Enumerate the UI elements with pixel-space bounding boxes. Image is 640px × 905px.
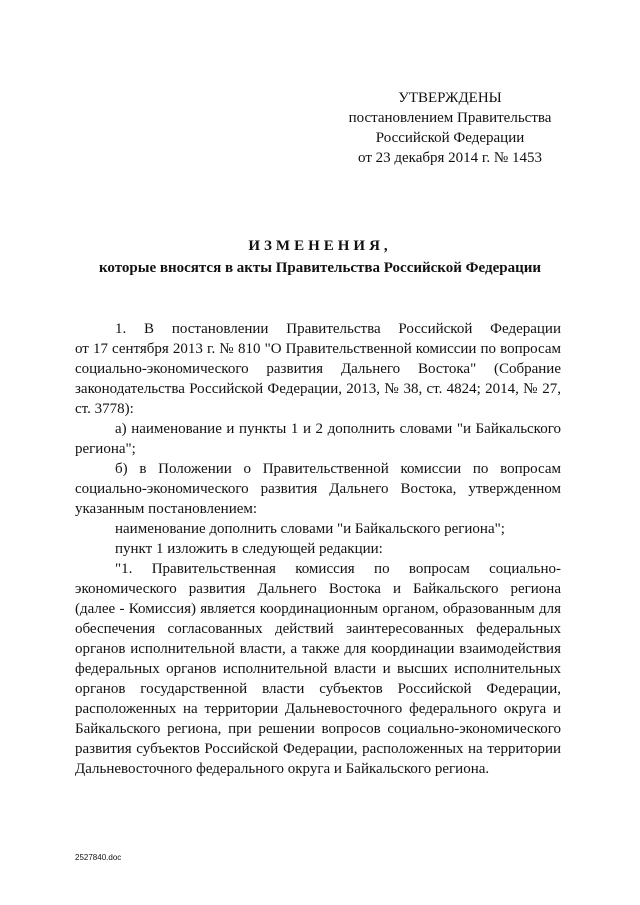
body-line: "1. Правительственная комиссия по вопросам социально-	[115, 561, 561, 577]
body-line: Дальневосточного федерального округа и Байкальского региона.	[75, 761, 490, 777]
body-line: от 17 сентября 2013 г. № 810 "О Правительственной комиссии по вопросам	[75, 341, 561, 357]
approval-block	[330, 88, 570, 168]
document-subtitle: которые вносятся в акты Правительства Российской Федерации	[98, 260, 542, 276]
approval-line-3: от 23 декабря 2014 г. № 1453	[358, 150, 542, 166]
body-line: б) в Положении о Правительственной комиссии по вопросам	[115, 461, 561, 477]
body-line: обеспечения согласованных действий заинтересованных федеральных	[75, 621, 561, 637]
body-line: региона";	[75, 441, 136, 457]
body-line: 1. В постановлении Правительства Российской Федерации	[115, 321, 561, 337]
body-line: развития субъектов Российской Федерации, расположенных на территории	[75, 741, 561, 757]
body-line: наименование дополнить словами "и Байкальского региона";	[115, 521, 505, 537]
body-line: экономического развития Дальнего Востока и Байкальского региона	[75, 581, 561, 597]
body-line: Байкальского региона, при решении вопросов социально-экономического	[75, 721, 561, 737]
document-title: ИЗМЕНЕНИЯ,	[248, 238, 392, 254]
document-body	[75, 319, 561, 779]
body-line: федеральных органов исполнительной власти и высших исполнительных	[75, 661, 561, 677]
body-line: пункт 1 изложить в следующей редакции:	[115, 541, 383, 557]
approval-line-1: постановлением Правительства	[348, 110, 552, 126]
body-line: расположенных на территории Дальневосточного федерального округа и	[75, 701, 561, 717]
body-line: законодательства Российской Федерации, 2013, № 38, ст. 4824; 2014, № 27,	[75, 381, 561, 397]
body-line: органов государственной власти субъектов Российской Федерации,	[75, 681, 561, 697]
file-name-footer: 2527840.doc	[75, 853, 122, 862]
body-line: социально-экономического развития Дальнего Востока" (Собрание	[75, 361, 561, 377]
approval-heading: УТВЕРЖДЕНЫ	[398, 90, 502, 106]
body-line: а) наименование и пункты 1 и 2 дополнить словами "и Байкальского	[115, 421, 561, 437]
body-line: указанным постановлением:	[75, 501, 258, 517]
body-line: органов исполнительной власти, а также для координации взаимодействия	[75, 641, 561, 657]
body-line: (далее - Комиссия) является координационным органом, образованным для	[75, 601, 561, 617]
approval-line-2: Российской Федерации	[375, 130, 525, 146]
body-line: социально-экономического развития Дальнего Востока, утвержденном	[75, 481, 561, 497]
body-line: ст. 3778):	[75, 401, 134, 417]
